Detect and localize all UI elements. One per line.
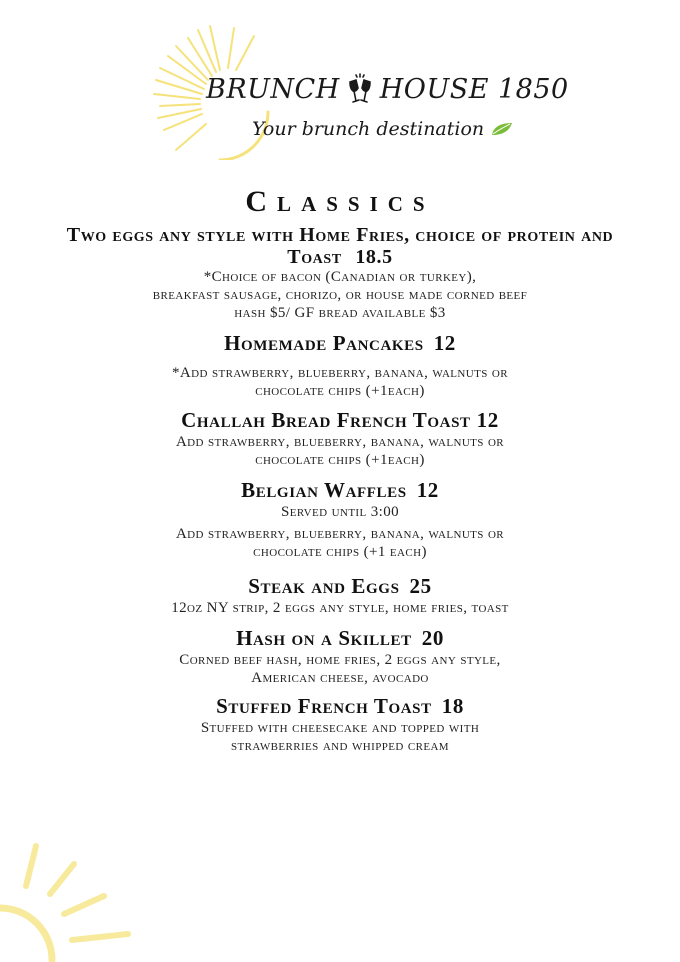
tagline	[252, 118, 514, 140]
menu-item-desc	[0, 364, 680, 400]
menu-item-name	[0, 332, 680, 354]
menu-item-name-text: Stuffed French Toast	[216, 694, 432, 718]
menu-item	[0, 479, 680, 561]
menu-item-price: 25	[409, 574, 432, 598]
menu-item-desc-line: 12oz NY strip, 2 eggs any style, home fries, toast	[171, 600, 509, 616]
menu-item-desc-line: strawberries and whipped cream	[231, 738, 449, 754]
menu-item-desc-line: *Choice of bacon (Canadian or turkey),	[203, 269, 477, 285]
menu-item	[0, 224, 680, 322]
menu-item	[0, 332, 680, 400]
menu-item-price: 20	[421, 626, 444, 650]
menu-item	[0, 409, 680, 469]
menu-item-desc	[0, 599, 680, 617]
menu-item	[0, 627, 680, 687]
menu-item-name	[0, 695, 680, 717]
menu-item-price: 18.5	[355, 246, 393, 268]
brand-title	[206, 72, 569, 106]
menu-item-desc	[0, 525, 680, 561]
menu-item-name	[0, 479, 680, 501]
menu-item-name-text: Steak and Eggs	[248, 574, 400, 598]
menu-item-desc-line: Add strawberry, blueberry, banana, walnuts or	[175, 526, 505, 542]
tagline-text: Your brunch destination	[252, 118, 485, 140]
menu-item-price: 18	[441, 694, 464, 718]
menu-item-desc	[0, 503, 680, 521]
menu-item-name	[0, 575, 680, 597]
menu-item-name-text: Hash on a Skillet	[236, 626, 412, 650]
menu-item-name-text-line2: Toast	[287, 246, 342, 268]
menu-item-price: 12	[433, 331, 456, 355]
menu-item-desc-line: Corned beef hash, home fries, 2 eggs any style,	[179, 652, 501, 668]
menu-item	[0, 575, 680, 617]
menu-item-desc-line: chocolate chips (+1each)	[255, 452, 425, 468]
menu-item-name-text: Challah Bread French Toast	[181, 408, 471, 432]
menu-item-price: 12	[476, 408, 499, 432]
menu-item-desc-line: *Add strawberry, blueberry, banana, walnuts or	[172, 365, 508, 381]
menu-item-desc	[0, 268, 680, 322]
menu-item-desc	[0, 651, 680, 687]
menu-section	[0, 184, 680, 755]
menu-item-desc-line: chocolate chips (+1 each)	[253, 544, 427, 560]
menu-item-desc-line: Stuffed with cheesecake and topped with	[200, 720, 480, 736]
brand-logo	[150, 20, 569, 160]
menu-item-name	[0, 224, 680, 268]
menu-item-desc-line: Served until 3:00	[280, 504, 400, 520]
menu-item-desc	[0, 433, 680, 469]
menu-item-desc-line: American cheese, avocado	[251, 670, 429, 686]
champagne-glasses-icon	[344, 72, 376, 106]
brand-title-right: HOUSE 1850	[379, 73, 569, 105]
menu-item-name-text: Homemade Pancakes	[224, 331, 424, 355]
menu-item-name	[0, 627, 680, 649]
menu-item-desc-line: chocolate chips (+1each)	[255, 383, 425, 399]
brand-title-left: BRUNCH	[206, 73, 340, 105]
leaf-icon	[490, 121, 514, 137]
section-title: Classics	[245, 185, 435, 218]
menu-item-desc	[0, 719, 680, 755]
menu-item-name	[0, 409, 680, 431]
menu-item-desc-line: Add strawberry, blueberry, banana, walnuts or	[175, 434, 505, 450]
menu-item-name-text: Two eggs any style with Home Fries, choice of protein and	[66, 224, 614, 246]
corner-sun-icon	[0, 830, 150, 962]
menu-item	[0, 695, 680, 755]
menu-item-name-text: Belgian Waffles	[241, 478, 407, 502]
menu-item-desc-line: breakfast sausage, chorizo, or house made corned beef	[152, 287, 528, 303]
menu-item-price: 12	[416, 478, 439, 502]
menu-item-desc-line: hash $5/ GF bread available $3	[234, 305, 446, 321]
